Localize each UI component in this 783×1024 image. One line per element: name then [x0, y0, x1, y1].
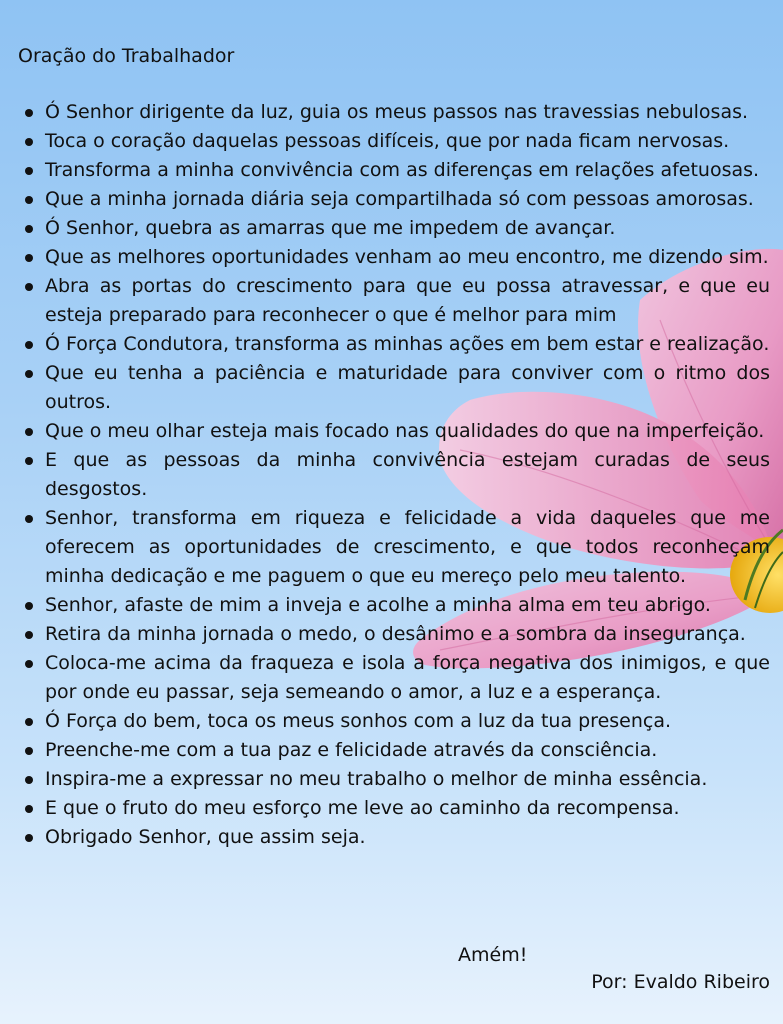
list-item: Que eu tenha a paciência e maturidade para conviver com o ritmo dos outros. [18, 359, 770, 417]
list-item: Inspira-me a expressar no meu trabalho o melhor de minha essência. [18, 765, 770, 794]
list-item: Retira da minha jornada o medo, o desânimo e a sombra da insegurança. [18, 620, 770, 649]
closing-amen: Amém! [458, 944, 528, 966]
list-item: Toca o coração daquelas pessoas difíceis, que por nada ficam nervosas. [18, 127, 770, 156]
list-item: Transforma a minha convivência com as diferenças em relações afetuosas. [18, 156, 770, 185]
list-item: Obrigado Senhor, que assim seja. [18, 823, 770, 852]
list-item: Ó Senhor, quebra as amarras que me impedem de avançar. [18, 214, 770, 243]
list-item: Senhor, transforma em riqueza e felicidade a vida daqueles que me oferecem as oportunidades de crescimento, e que todos reconheçam minha dedicação e me paguem o que eu mereço pelo meu talento. [18, 504, 770, 591]
prayer-list [18, 98, 770, 852]
list-item: E que as pessoas da minha convivência estejam curadas de seus desgostos. [18, 446, 770, 504]
document-title: Oração do Trabalhador [18, 45, 235, 67]
list-item: E que o fruto do meu esforço me leve ao caminho da recompensa. [18, 794, 770, 823]
list-item: Que as melhores oportunidades venham ao meu encontro, me dizendo sim. [18, 243, 770, 272]
list-item: Ó Força do bem, toca os meus sonhos com a luz da tua presença. [18, 707, 770, 736]
list-item: Abra as portas do crescimento para que eu possa atravessar, e que eu esteja preparado para reconhecer o que é melhor para mim [18, 272, 770, 330]
list-item: Coloca-me acima da fraqueza e isola a força negativa dos inimigos, e que por onde eu passar, seja semeando o amor, a luz e a esperança. [18, 649, 770, 707]
author-signature: Por: Evaldo Ribeiro [591, 971, 770, 993]
list-item: Ó Força Condutora, transforma as minhas ações em bem estar e realização. [18, 330, 770, 359]
list-item: Ó Senhor dirigente da luz, guia os meus passos nas travessias nebulosas. [18, 98, 770, 127]
list-item: Que o meu olhar esteja mais focado nas qualidades do que na imperfeição. [18, 417, 770, 446]
list-item: Senhor, afaste de mim a inveja e acolhe a minha alma em teu abrigo. [18, 591, 770, 620]
list-item: Preenche-me com a tua paz e felicidade através da consciência. [18, 736, 770, 765]
list-item: Que a minha jornada diária seja compartilhada só com pessoas amorosas. [18, 185, 770, 214]
